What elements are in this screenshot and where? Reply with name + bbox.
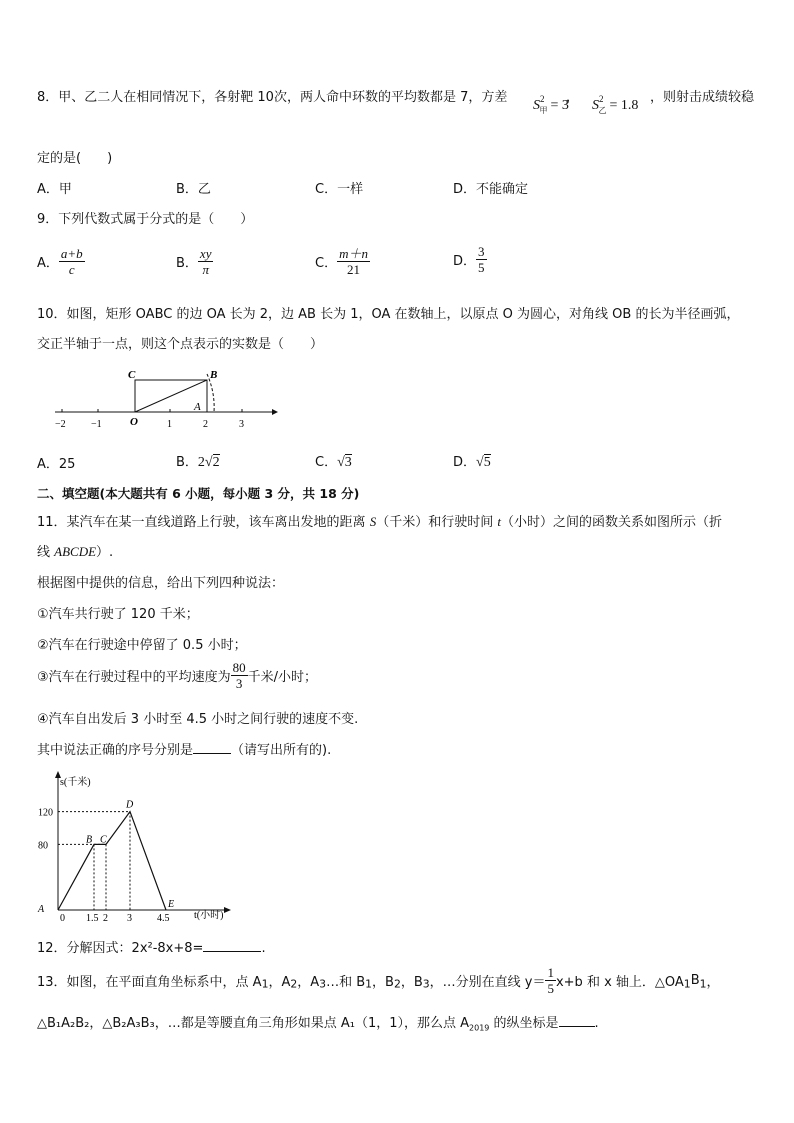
- text: 11．某汽车在某一直线道路上行驶，该车离出发地的距离: [37, 515, 370, 530]
- sub-jia: 甲: [539, 106, 548, 115]
- section-heading: 二、填空题(本大题共有 6 小题，每小题 3 分，共 18 分): [37, 486, 360, 501]
- fraction: [545, 965, 556, 996]
- text: ③汽车在行驶过程中的平均速度为: [37, 670, 231, 685]
- q8-option-b: B．乙: [176, 182, 211, 197]
- option-label: C．: [315, 455, 338, 470]
- q11-line1: [37, 511, 722, 530]
- q8-comma: ，: [566, 90, 580, 105]
- label-c: C: [128, 369, 136, 381]
- text: ，A: [297, 975, 320, 990]
- q11-statement-1: ①汽车共行驶了 120 千米；: [37, 607, 199, 622]
- q9-option-a: [37, 246, 85, 277]
- text: ，B: [400, 975, 423, 990]
- var-s: S: [369, 514, 377, 529]
- text: ，A: [268, 975, 291, 990]
- fraction: [198, 246, 214, 277]
- q8-line1: [37, 86, 507, 105]
- label-b: B: [210, 369, 218, 381]
- q8-stem: 8．甲、乙二人在相同情况下，各射靶 10次，两人命中环数的平均数都是 7，方差: [37, 90, 508, 105]
- q11-line2: [37, 541, 113, 560]
- numerator: 3: [478, 244, 485, 259]
- q12-line: [37, 937, 266, 956]
- text: （请写出所有的).: [231, 743, 332, 758]
- q8-line2: 定的是( ): [37, 151, 113, 166]
- text: 千米/小时；: [247, 670, 318, 685]
- option-label: D．: [453, 254, 477, 269]
- x-tick-label: 0: [60, 913, 65, 922]
- axis-arrow: [272, 409, 278, 415]
- s-symbol: S: [592, 98, 599, 113]
- q11-statement-2: ②汽车在行驶途中停留了 0.5 小时；: [37, 638, 247, 653]
- y-tick-label: 80: [38, 840, 48, 852]
- radicand: 5: [483, 455, 491, 470]
- text: ，B: [372, 975, 394, 990]
- denominator: c: [68, 262, 75, 277]
- text: （小时）之间的函数关系如图所示（折: [500, 515, 722, 530]
- x-axis-arrow: [224, 907, 231, 913]
- eq-yi: = 1.8: [609, 98, 639, 113]
- eq-jia: = 3: [550, 98, 569, 113]
- point-label-c: C: [100, 834, 107, 846]
- fraction: [59, 246, 85, 277]
- text: .: [261, 941, 266, 956]
- s-symbol: S: [533, 98, 540, 113]
- x-tick-label: 4.5: [157, 913, 170, 922]
- point-label-a: A: [38, 904, 45, 915]
- q8-option-c: C．一样: [315, 182, 364, 197]
- option-label: B．: [176, 455, 198, 470]
- label-o: O: [130, 416, 138, 428]
- numerator: 1: [547, 965, 554, 980]
- text: ，: [706, 975, 720, 990]
- subscript-2019: 2019: [469, 1023, 490, 1033]
- numerator: xy: [199, 246, 212, 261]
- numerator: 80: [232, 660, 246, 675]
- q10-line1: 10．如图，矩形 OABC 的边 OA 长为 2，边 AB 长为 1，OA 在数轴上，以原点 O 为圆心，对角线 OB 的长为半径画弧，: [37, 307, 740, 322]
- q11-question: [37, 739, 331, 758]
- fraction: [476, 244, 487, 275]
- text: △B₁A₂B₂，△B₂A₃B₃，…都是等腰直角三角形如果点 A₁（1，1），那么点 A: [37, 1016, 470, 1031]
- q11-statement-4: ④汽车自出发后 3 小时至 4.5 小时之间行驶的速度不变.: [37, 712, 359, 727]
- polyline-name: ABCDE: [54, 544, 97, 559]
- numerator: m＋n: [339, 246, 368, 261]
- option-label: C．: [315, 256, 338, 271]
- text: 13．如图，在平面直角坐标系中，点 A: [37, 975, 262, 990]
- q8-option-d: D．不能确定: [453, 182, 529, 197]
- y-axis-label: s(千米): [60, 777, 91, 788]
- denominator: 21: [347, 262, 361, 277]
- q11-distance-time-chart: [36, 770, 236, 922]
- denominator: π: [202, 262, 209, 277]
- text: 的纵坐标是: [489, 1016, 559, 1031]
- q8-variance-jia: [533, 94, 569, 115]
- text: 其中说法正确的序号分别是: [37, 743, 194, 758]
- option-label: D．: [453, 455, 477, 470]
- text: …和 B: [326, 975, 366, 990]
- y-tick-label: 120: [38, 807, 53, 819]
- sqrt-icon: √: [337, 455, 345, 470]
- q8-variance-yi: [592, 94, 639, 115]
- tick-label: −1: [91, 419, 102, 430]
- text: .: [594, 1016, 599, 1031]
- point-label-b: B: [86, 834, 93, 846]
- tick-label: −2: [55, 419, 66, 430]
- tick-label: 3: [239, 419, 244, 430]
- tick-label: 2: [203, 419, 208, 430]
- text: x+b 和 x 轴上．△OA: [555, 975, 684, 990]
- text: （千米）和行驶时间: [376, 515, 498, 530]
- denominator: 3: [235, 676, 243, 691]
- q8-option-a: A．甲: [37, 182, 72, 197]
- q9-option-c: [315, 246, 370, 277]
- numerator: a+b: [60, 246, 83, 261]
- sup-2: 2: [540, 94, 545, 104]
- x-tick-label: 3: [127, 913, 132, 922]
- denominator: 5: [478, 260, 485, 275]
- q9-option-d: [453, 244, 487, 275]
- radicand: 2: [212, 455, 220, 470]
- coefficient: 2: [197, 455, 205, 470]
- sqrt-icon: √: [476, 455, 484, 470]
- q9-stem: 9．下列代数式属于分式的是（ ）: [37, 212, 254, 227]
- text: B: [690, 973, 700, 988]
- q11-intro: 根据图中提供的信息，给出下列四种说法：: [37, 576, 285, 591]
- q10-option-a: A．25: [37, 457, 76, 472]
- denominator: 5: [547, 981, 554, 996]
- var-t: t: [497, 514, 501, 529]
- q13-line1: 13．如图，在平面直角坐标系中，点 $A_1$，$A_2$，$A_3\dots$和 $B_1$，$B_2$，$B_3$，…分别在直线 y＝ $\frac{1}{5}$ x+b 和 x 轴上．$\triangle OA_1B_1$，: [37, 965, 720, 996]
- answer-blank[interactable]: [559, 1026, 595, 1027]
- radicand: 3: [344, 455, 352, 470]
- tick-label: 1: [167, 419, 172, 430]
- q8-line1-end: ，则射击成绩较稳: [650, 90, 755, 105]
- sub-yi: 乙: [598, 106, 607, 115]
- fraction: [337, 246, 370, 277]
- x-tick-label: 2: [103, 913, 108, 922]
- x-tick-label: 1.5: [86, 913, 99, 922]
- q10-option-b: [176, 451, 220, 471]
- sqrt-icon: √: [204, 455, 213, 470]
- point-label-d: D: [126, 799, 134, 811]
- option-label: A．: [37, 256, 59, 271]
- line-abcde: [58, 812, 166, 910]
- q10-number-line-figure: [50, 360, 280, 435]
- text: ，…分别在直线 y＝: [429, 975, 546, 990]
- point-label-e: E: [168, 899, 175, 910]
- q10-line2: 交正半轴于一点，则这个点表示的实数是（ ）: [37, 337, 324, 352]
- label-a: A: [194, 401, 201, 413]
- q11-statement-3: [37, 660, 317, 691]
- answer-blank[interactable]: [203, 951, 261, 952]
- text: 线: [37, 545, 55, 560]
- q12-stem: 12．分解因式：2x²-8x+8=: [37, 941, 204, 956]
- x-axis-label: t(小时): [194, 910, 224, 921]
- sup-2: 2: [599, 94, 604, 104]
- answer-blank[interactable]: [193, 753, 231, 754]
- q13-line2: [37, 1012, 599, 1033]
- q10-option-c: [315, 451, 352, 471]
- option-label: B．: [176, 256, 198, 271]
- text: ）.: [96, 545, 114, 560]
- fraction: [231, 660, 248, 691]
- q9-option-b: [176, 246, 213, 277]
- q10-option-d: [453, 451, 491, 471]
